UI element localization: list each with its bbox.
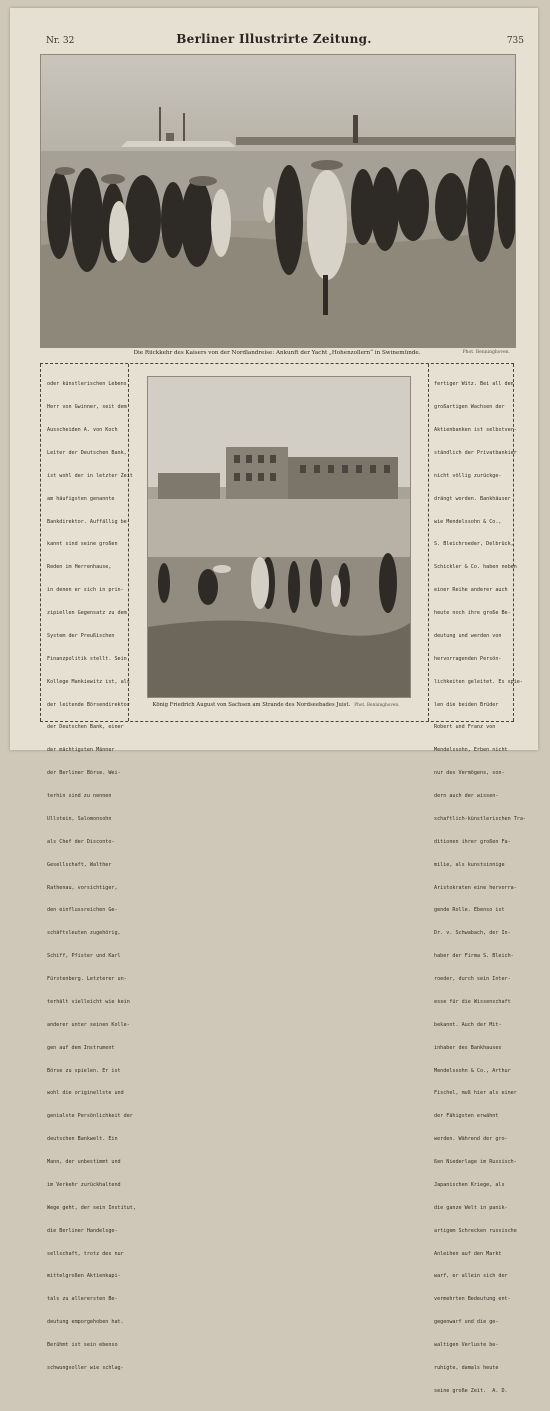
text-line: milie, als kunstsinnige [434, 861, 505, 868]
text-line: lichkeiten geleitet. Es spie- [434, 678, 523, 685]
text-line: fertiger Witz. Bei all den [434, 381, 514, 388]
text-line: Mendelssohn & Co., Arthur [434, 1067, 511, 1074]
divider-left [40, 364, 41, 721]
text-line: ßen Niederlage im Russisch- [434, 1159, 517, 1165]
text-line: Reden im Herrenhause, [47, 564, 112, 571]
text-line: ist wohl der in letzter Zeit [47, 472, 133, 479]
text-line: deutung und werden von [434, 632, 502, 639]
text-line: Robert und Franz von [434, 724, 496, 731]
text-line: gen auf dem Instrument [47, 1044, 115, 1051]
text-line: einer Reihe anderer auch [434, 587, 508, 594]
text-line: am häufigsten genannte [47, 495, 115, 502]
text-line: inhaber des Bankhauses [434, 1044, 502, 1051]
text-line: haber der Firma S. Bleich- [434, 953, 514, 960]
text-line: wie Mendelssohn & Co., [434, 518, 502, 525]
text-line: esse für die Wissenschaft [434, 998, 511, 1005]
text-line: Bankdirektor. Auffällig be- [47, 518, 130, 525]
text-line: heute noch ihre große Be- [434, 610, 511, 616]
text-line: Aktienbanken ist selbstver- [434, 427, 517, 433]
photo-caption-top [40, 350, 514, 360]
text-line: terhin sind zu nennen [47, 793, 112, 799]
text-line: Aristokraten eine hervorra- [434, 884, 517, 891]
text-line: zipiellen Gegensatz zu dem [47, 610, 127, 616]
text-line: als Chef der Disconto- [47, 838, 115, 845]
text-line: Japanischen Kriege, als [434, 1181, 505, 1188]
text-line: in denen er sich in prin- [47, 587, 124, 594]
text-line: Fürstenberg. Letzterer un- [47, 976, 127, 982]
text-line: bekannt. Auch der Mit- [434, 1021, 502, 1028]
caption-bottom-credit: Phot. Benninghoven. [354, 703, 400, 708]
text-line: Mann, der unbestimmt und [47, 1159, 121, 1165]
text-line: der mächtigsten Männer [47, 747, 115, 754]
text-line: schaftlich-künstlerischen Tra- [434, 815, 527, 822]
text-line: Wege geht, der sein Institut, [47, 1204, 136, 1211]
text-line: waltigen Verluste be- [434, 1342, 499, 1348]
text-line: ruhigte, damals heute [434, 1364, 499, 1371]
newspaper-page [10, 8, 538, 1394]
text-line: großartigen Wachsen der [434, 404, 505, 411]
caption-top-text: Die Rückkehr des Kaisers von der Nordlandreise: Ankunft der Yacht „Hohenzollern“ in Swinemünde. [133, 350, 421, 356]
text-line: nicht völlig zurückge- [434, 472, 502, 479]
text-line: terhält vielleicht wie kein [47, 998, 130, 1005]
text-line: Berühmt ist sein ebenso [47, 1342, 118, 1348]
text-line: Herr von Gwinner, seit dem [47, 404, 127, 411]
text-line: der leitende Börsendirektor [47, 701, 130, 708]
divider-top [40, 363, 514, 364]
photo-king-on-beach [147, 376, 411, 698]
text-line: wohl die originellste und [47, 1090, 124, 1097]
text-line: ständlich der Privatbankier [434, 449, 517, 456]
text-line: roeder, durch sein Inter- [434, 976, 511, 982]
text-line: die Berliner Handelsge- [47, 1227, 118, 1234]
text-line: mittelgroßen Aktienkapi- [47, 1273, 121, 1280]
text-line: drängt worden. Bankhäuser [434, 495, 511, 502]
text-line: Rathenau, vorsichtiger, [47, 884, 118, 891]
text-line: gegenwarf und die ge- [434, 1319, 499, 1326]
text-line: Schiff, Pfister und Karl [47, 953, 121, 960]
text-line: Ullstein, Salomonsohn [47, 815, 112, 822]
text-line: Anleihen auf den Markt [434, 1250, 502, 1257]
text-line: tals zu allerersten Be- [47, 1296, 118, 1303]
text-line: seine große Zeit. A. D. [434, 1387, 508, 1394]
text-line: Leiter der Deutschen Bank, [47, 449, 127, 456]
caption-bottom-text: König Friedrich August von Sachsen am Strande des Nordseebades Juist. [152, 702, 351, 708]
divider-mid-right [428, 364, 429, 721]
article-column-left [47, 366, 136, 1403]
text-line: deutschen Bankwelt. Ein [47, 1136, 118, 1143]
photo-caption-bottom [130, 702, 422, 708]
text-line: Mendelssohn, Erben nicht [434, 747, 508, 754]
newspaper-title: Berliner Illustrirte Zeitung. [176, 32, 372, 46]
text-line: S. Bleichroeder, Delbrück, [434, 541, 514, 548]
text-line: hervorragenden Persön- [434, 655, 502, 662]
text-line: System der Preußischen [47, 632, 115, 639]
text-line: Dr. v. Schwabach, der In- [434, 930, 511, 937]
text-line: der Berliner Börse. Wei- [47, 770, 121, 777]
text-line: anderer unter seinen Kolle- [47, 1021, 130, 1028]
photo-king-on-beach-image [148, 377, 410, 697]
text-line: Schickler & Co. haben neben [434, 564, 517, 571]
text-line: den einflussreichen Ge- [47, 907, 118, 914]
text-line: im Verkehr zurückhaltend [47, 1181, 121, 1188]
text-line: schäftsleuten zugehörig, [47, 930, 121, 937]
text-line: sellschaft, trotz des nur [47, 1250, 124, 1257]
issue-number: Nr. 32 [46, 36, 75, 46]
text-line: Ausscheiden A. von Koch [47, 427, 118, 433]
text-line: die ganze Welt in panik- [434, 1204, 508, 1211]
text-line: der Deutschen Bank, einer [47, 724, 124, 731]
text-line: Fischel, muß hier als einer [434, 1090, 517, 1097]
photo-yacht-arrival-image [41, 55, 515, 347]
text-line: Börse zu spielen. Er ist [47, 1067, 121, 1074]
text-line: artigem Schrecken russische [434, 1227, 517, 1234]
text-line: Kollege Mankiewitz ist, als [47, 678, 130, 685]
text-line: nur des Vermögens, son- [434, 770, 505, 777]
text-line: warf, er allein sich der [434, 1273, 508, 1280]
text-line: kannt sind seine großen [47, 541, 118, 548]
text-line: gende Rolle. Ebenso ist [434, 907, 505, 914]
caption-top-credit: Phot. Benninghoven. [462, 350, 510, 355]
text-line: dern auch der wissen- [434, 793, 499, 799]
text-line: Gesellschaft, Walther [47, 861, 112, 868]
text-line: vermehrten Bedeutung ent- [434, 1296, 511, 1303]
text-line: Finanzpolitik stellt. Sein [47, 655, 127, 662]
text-line: deutung emporgehoben hat. [47, 1319, 124, 1326]
text-line: oder künstlerischen Lebens. [47, 381, 130, 388]
photo-yacht-arrival [40, 54, 516, 348]
text-line: schwungvoller wie schlag- [47, 1364, 124, 1371]
text-line: ditionen ihrer großen Fa- [434, 838, 511, 845]
text-line: der Fähigsten erwähnt [434, 1113, 499, 1120]
article-column-right [434, 366, 526, 1411]
text-line: genialste Persönlichkeit der [47, 1113, 133, 1120]
page-number: 735 [506, 36, 524, 46]
text-line: werden. Während der gro- [434, 1136, 508, 1143]
text-line: len die beiden Brüder [434, 701, 499, 708]
